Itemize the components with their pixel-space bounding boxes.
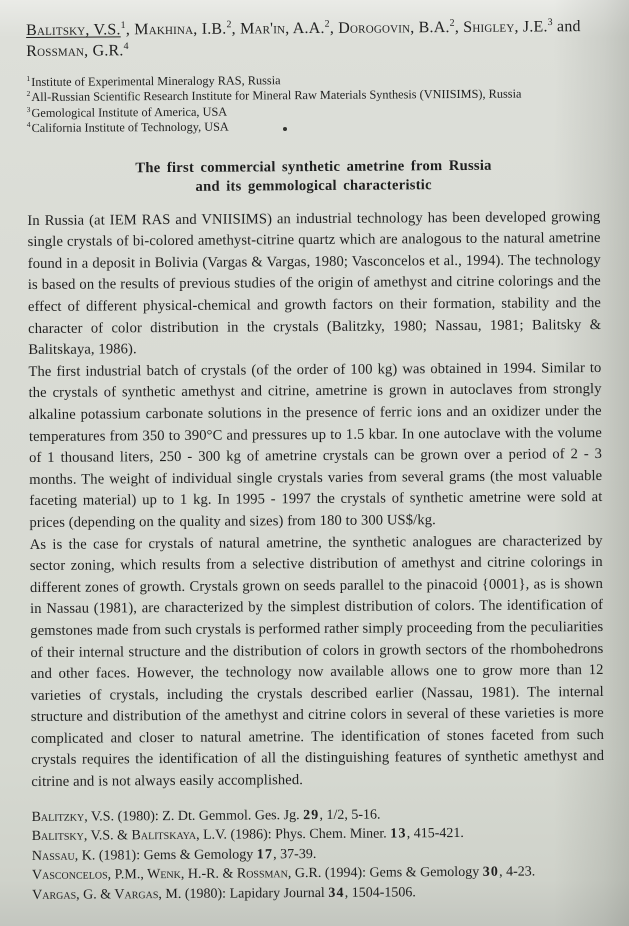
reference-source: (1986): Phys. Chem. Miner. (226, 826, 391, 843)
author-name: Balitsky, V.S. (26, 21, 121, 39)
reference-pages: , 415-421. (406, 826, 464, 842)
affiliation-number: 1 (26, 73, 31, 83)
affiliation-sup: 4 (123, 40, 129, 52)
reference-authors: Vargas, G. & Vargas, M. (32, 886, 182, 904)
reference-authors: Balitzky, V.S. (31, 809, 115, 825)
paper-title-line1: The first commercial synthetic ametrine from Russia (135, 157, 492, 176)
affiliation-list (26, 71, 599, 137)
affiliation-text: Gemological Institute of America, USA (31, 104, 228, 120)
affiliation-line (27, 117, 600, 136)
page-content (26, 17, 605, 906)
reference-volume: 30 (482, 865, 500, 881)
and-label: and (556, 18, 581, 36)
affiliation-number: 4 (26, 120, 31, 130)
reference-list (31, 804, 605, 906)
author-name: Makhina, I.B. (134, 20, 227, 39)
author-name: Mar'in, A.A. (239, 19, 325, 38)
reference-volume: 17 (256, 847, 274, 863)
reference-pages: , 4-23. (499, 864, 536, 881)
affiliation-sup: 1 (120, 19, 126, 32)
affiliation-text: All-Russian Scientific Research Institute for Mineral Raw Materials Synthesis (VNIISIMS), Russia (31, 86, 522, 105)
author-name: Rossman, G.R. (26, 41, 124, 60)
reference-entry (32, 882, 605, 906)
reference-authors: Nassau, K. (31, 848, 96, 864)
reference-pages: , 37-39. (273, 846, 317, 863)
affiliation-sup: 2 (324, 18, 330, 30)
reference-source: (1994): Gems & Gemology (321, 865, 483, 882)
reference-volume: 13 (390, 826, 407, 842)
reference-source: (1980): Lapidary Journal (181, 885, 329, 902)
reference-volume: 29 (302, 807, 320, 823)
author-name: Dorogovin, B.A. (338, 19, 450, 37)
author-separator: , (454, 18, 464, 37)
reference-authors: Balitsky, V.S. & Balitskaya, L.V. (31, 827, 227, 845)
affiliation-sup: 2 (449, 17, 455, 29)
reference-pages: , 1504-1506. (344, 885, 416, 901)
author-name: Shigley, J.E. (463, 18, 548, 36)
reference-entry (32, 862, 605, 886)
paper-title-line2: and its gemmological characteristic (195, 176, 432, 195)
affiliation-sup: 2 (226, 19, 232, 31)
affiliation-text: Institute of Experimental Mineralogy RAS, Russia (31, 73, 281, 89)
author-list (26, 17, 599, 62)
reference-pages: , 1/2, 5-16. (319, 807, 381, 823)
abstract-body (27, 207, 604, 794)
paper-title (27, 156, 600, 198)
abstract-paragraph: In Russia (at IEM RAS and VNIISIMS) an industrial technology has been developed growing single crystals of bi-colored amethyst-citrine quartz which are analogous to the natural ametrine found in a deposit in Bolivia (Vargas & Vargas, 1980; Vasconcelos et al., 1994). The technology is based on the results of previous studies of the origin of amethyst and citrine colorings and the effect of different physical-chemical and growth factors on their formation, stability and the character of color distribution in the crystals (Balitzky, 1980; Nassau, 1981; Balitsky & Balitskaya, 1986). (27, 208, 602, 359)
affiliation-text: California Institute of Technology, USA (31, 119, 229, 136)
author-separator: , (231, 20, 241, 38)
reference-authors: Vasconcelos, P.M., Wenk, H.-R. & Rossman, G.R. (31, 866, 322, 884)
author-separator: , (125, 21, 135, 39)
abstract-paragraph: As is the case for crystals of natural ametrine, the synthetic analogues are characterized by sector zoning, which results from a selective distribution of amethyst and citrine colorings in different zones of growth. Crystals grown on seeds parallel to the pinacoid {0001}, as is shown in Nassau (1981), are characterized by the simplest distribution of colors. The identification of gemstones made from such crystals is performed rather simply proceeding from the peculiarities of their internal structure and the distribution of colors in growth sectors of the rhombohedrons and other faces. However, the technology now available allows one to grow more than 12 varieties of crystals, including the crystals described earlier (Nassau, 1981). The internal structure and distribution of the amethyst and citrine colors in several of these varieties is more complicated and closer to natural ametrine. The identification of stones faceted from such crystals requires the identification of all the distinguishing features of synthetic amethyst and citrine and is not always easily accomplished. (29, 532, 605, 791)
reference-source: (1980): Z. Dt. Gemmol. Ges. Jg. (114, 807, 304, 825)
abstract-paragraph: The first industrial batch of crystals (of the order of 100 kg) was obtained in 1994. Similar to the crystals of synthetic amethyst and citrine, ametrine is grown in autoclaves from strongly alkaline potassium carbonate solutions in the presence of ferric ions and an oxidizer under the temperatures from 350 to 390°C and pressures up to 1.5 kbar. In one autoclave with the volume of 1 thousand liters, 250 - 300 kg of ametrine crystals can be grown over a period of 2 - 3 months. The weight of individual single crystals varies from several grams (the most valuable faceting material) up to 1 kg. In 1995 - 1997 the crystals of synthetic ametrine were sold at prices (depending on the quality and sizes) from 180 to 300 US$/kg. (28, 359, 603, 531)
affiliation-sup: 3 (547, 16, 553, 29)
reference-volume: 34 (328, 885, 345, 901)
reference-source: (1981): Gems & Gemology (95, 847, 257, 864)
affiliation-number: 3 (26, 104, 31, 114)
affiliation-number: 2 (26, 89, 31, 99)
author-separator: , (329, 19, 339, 37)
